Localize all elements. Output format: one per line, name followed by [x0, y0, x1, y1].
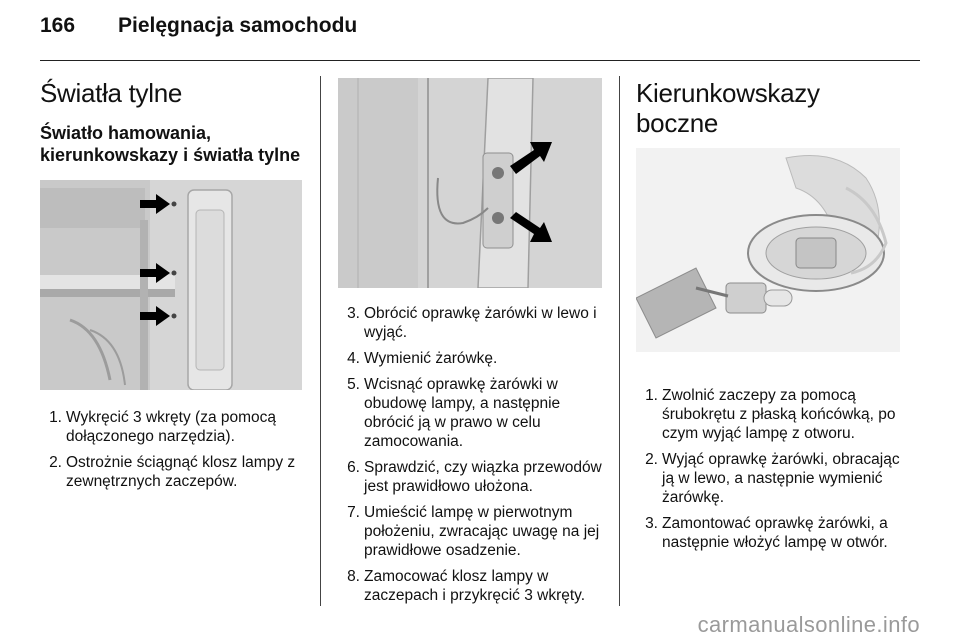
tail-light-figure — [40, 180, 302, 390]
step-number: 7. — [347, 504, 360, 521]
page-header — [40, 14, 920, 58]
watermark: carmanualsonline.info — [697, 612, 920, 637]
list-item — [40, 453, 304, 491]
step-number: 4. — [347, 350, 360, 367]
column-tail-lights — [40, 78, 304, 498]
step-text: Ostrożnie ściągnąć klosz lampy z zewnętrznych zaczepów. — [66, 454, 296, 490]
steps-list — [40, 408, 304, 491]
list-item — [636, 386, 902, 443]
sub-title-line: Światło hamowania, — [40, 123, 212, 143]
list-item — [338, 567, 604, 605]
step-text: Wcisnąć oprawkę żarówki w obudowę lampy, a następnie obrócić ją w prawo w celu zamocowania. — [364, 376, 561, 450]
step-text: Wymienić żarówkę. — [364, 350, 498, 367]
step-number: 3. — [347, 305, 360, 322]
steps-list — [636, 386, 902, 552]
column-divider — [320, 76, 321, 606]
tail-light-screws-icon — [40, 180, 302, 390]
step-number: 2. — [49, 454, 62, 471]
page-title: Pielęgnacja samochodu — [118, 14, 358, 37]
list-item — [338, 304, 604, 342]
step-text: Sprawdzić, czy wiązka przewodów jest prawidłowo ułożona. — [364, 459, 602, 495]
side-indicator-icon — [636, 148, 900, 352]
step-text: Zamocować klosz lampy w zaczepach i przykręcić 3 wkręty. — [364, 568, 586, 604]
list-item — [338, 349, 604, 368]
step-number: 1. — [49, 409, 62, 426]
column-divider — [619, 76, 620, 606]
list-item — [338, 503, 604, 560]
column-bulb-replacement — [338, 78, 604, 612]
sub-title — [40, 122, 304, 166]
header-divider — [40, 60, 920, 61]
step-text: Wyjąć oprawkę żarówki, obracając ją w lewo, a następnie wymienić żarówkę. — [662, 451, 900, 506]
list-item — [338, 375, 604, 451]
column-side-indicators — [636, 78, 902, 559]
step-text: Obrócić oprawkę żarówki w lewo i wyjąć. — [364, 305, 597, 341]
bulb-holder-clips-icon — [338, 78, 602, 288]
list-item — [636, 450, 902, 507]
step-number: 3. — [645, 515, 658, 532]
step-number: 5. — [347, 376, 360, 393]
sub-title-line: kierunkowskazy i światła tylne — [40, 145, 301, 165]
side-indicator-figure — [636, 148, 900, 352]
section-title: Światła tylne — [40, 78, 183, 108]
step-text: Zwolnić zaczepy za pomocą śrubokrętu z płaską końcówką, po czym wyjąć lampę z otworu. — [662, 387, 896, 442]
step-number: 2. — [645, 451, 658, 468]
step-number: 1. — [645, 387, 658, 404]
section-title: Kierunkowskazy boczne — [636, 78, 820, 138]
list-item — [338, 458, 604, 496]
step-text: Zamontować oprawkę żarówki, a następnie włożyć lampę w otwór. — [662, 515, 888, 551]
bulb-holder-figure — [338, 78, 602, 288]
step-number: 6. — [347, 459, 360, 476]
step-number: 8. — [347, 568, 360, 585]
steps-list — [338, 304, 604, 605]
page-number: 166 — [40, 14, 76, 37]
list-item — [40, 408, 304, 446]
step-text: Umieścić lampę w pierwotnym położeniu, zwracając uwagę na jej prawidłowe osadzenie. — [364, 504, 600, 559]
list-item — [636, 514, 902, 552]
step-text: Wykręcić 3 wkręty (za pomocą dołączonego narzędzia). — [66, 409, 277, 445]
